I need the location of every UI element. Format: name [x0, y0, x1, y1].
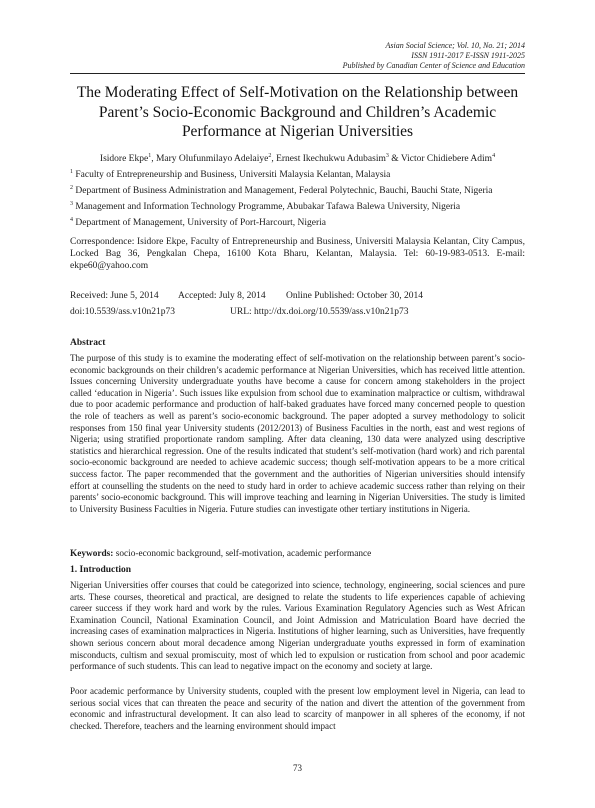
- author-affil-marker: 4: [492, 152, 496, 159]
- author-list: Isidore Ekpe$^1$, Mary Olufunmilayo Adelaiye$^2$, Ernest Ikechukwu Adubasim$^3$ & Victor Chidiebere Adim$^4$: [99, 152, 496, 164]
- received-date: Received: June 5, 2014: [70, 291, 159, 301]
- journal-issn: ISSN 1911-2017 E-ISSN 1911-2025: [411, 51, 525, 60]
- abstract-heading: Abstract: [70, 338, 106, 348]
- author-name: Isidore Ekpe: [99, 154, 149, 164]
- doi-url: URL: http://dx.doi.org/10.5539/ass.v10n21p73: [230, 307, 409, 317]
- journal-citation: Asian Social Science; Vol. 10, No. 21; 2014: [385, 41, 525, 50]
- published-date: Online Published: October 30, 2014: [286, 291, 423, 301]
- dates-row: [70, 290, 423, 302]
- author-name: Mary Olufunmilayo Adelaiye: [155, 154, 269, 164]
- abstract-text: The purpose of this study is to examine the moderating effect of self-motivation on the relationship between parent’s socio-economic backgrounds on their children’s academic performance at Nigerian Universities, which has received little attention. Issues concerning University undergraduate youths have become a cause for concern among stakeholders in the project called ‘education in Nigeria’. Such issues like expulsion from school due to examination malpractice or cultism, withdrawal due to poor academic performance and production of half-baked graduates have forced many concerned people to question the role of teachers as well as parent’s socio-economic background. The paper adopted a survey methodology to solicit responses from 150 final year University students (2012/2013) of Business Faculties in the north, east and west regions of Nigeria; using stratified proportionate random sampling. After data cleaning, 130 data were analyzed using descriptive statistics and hierarchical regression. One of the results indicated that student’s self-motivation (hard work) and rich parental socio-economic background are needed to achieve academic success; though self-motivation appears to be a more critical success factor. The paper recommended that the government and the authorities of Nigerian universities should intensify effort at counselling the students on the need to study hard in order to achieve academic success rather than relying on their parents’ socio-economic background. This will improve teaching and learning in Nigerian Universities. The study is limited to University Business Faculties in Nigeria. Future studies can investigate other tertiary institutions in Nigeria.: [70, 353, 525, 514]
- author-affil-marker: 3: [385, 152, 389, 159]
- accepted-date: Accepted: July 8, 2014: [178, 291, 266, 301]
- page-number: 73: [293, 763, 302, 773]
- paper-title: The Moderating Effect of Self-Motivation on the Relationship between Parent’s Socio-Economic Background and Children’s Academic Performance at Nigerian Universities: [76, 84, 519, 140]
- identifiers-row: [70, 306, 408, 318]
- affiliation: $^3$ Management and Information Technology Programme, Abubakar Tafawa Balewa University, Nigeria: [70, 200, 461, 212]
- affiliation: $^2$ Department of Business Administration and Management, Federal Polytechnic, Bauchi, Bauchi State, Nigeria: [70, 184, 493, 196]
- author-name: Ernest Ikechukwu Adubasim: [276, 154, 386, 164]
- section-heading-introduction: 1. Introduction: [70, 565, 132, 575]
- intro-paragraph-1: Nigerian Universities offer courses that could be categorized into science, technology, engineering, social sciences and pure arts. These courses, theoretical and practical, are designed to relate the students to life experiences capable of achieving career success if they work hard and work by the rules. Various Examination Regulatory Agencies such as West African Examination Council, National Examination Council, and Joint Admission and Matriculation Board have decried the increasing cases of examination malpractices in Nigeria. Institutions of higher learning, such as Universities, have frequently shown serious concern about moral decadence among Nigerian undergraduate youths expressed in form of examination misconducts, cultism and sexual promiscuity, most of which led to expulsion or rustication from school and poor academic performance of such students. This can lead to negative impact on the economy and society at large.: [70, 580, 525, 672]
- intro-paragraph-2: Poor academic performance by University students, coupled with the present low employment level in Nigeria, can lead to serious social vices that can threaten the peace and security of the nation and divert the attention of the government from economic and infrastructural development. It can also lead to scarcity of manpower in all spheres of the economy, if not checked. Therefore, teachers and the learning environment should impact: [70, 686, 525, 731]
- journal-publisher: Published by Canadian Center of Science and Education: [342, 61, 525, 70]
- author-name: Victor Chidiebere Adim: [400, 154, 493, 164]
- affiliation: $^1$ Faculty of Entrepreneurship and Business, Universiti Malaysia Kelantan, Malaysia: [70, 168, 391, 180]
- author-affil-marker: 2: [268, 152, 272, 159]
- journal-header: [343, 41, 525, 71]
- keywords: [70, 548, 525, 560]
- keywords-text: socio-economic background, self-motivation, academic performance: [115, 549, 372, 559]
- author-affil-marker: 1: [148, 152, 152, 159]
- affiliation: $^4$ Department of Management, University of Port-Harcourt, Nigeria: [70, 216, 326, 228]
- correspondence: Correspondence: Isidore Ekpe, Faculty of Entrepreneurship and Business, Universiti Malaysia Kelantan, City Campus, Locked Bag 36, Pengkalan Chepa, 16100 Kota Bharu, Kelantan, Malaysia. Tel: 60-19-983-0513. E-mail: ekpe60@yahoo.com: [70, 237, 525, 271]
- header-rule: [70, 73, 525, 74]
- keywords-label: Keywords:: [70, 549, 114, 559]
- doi: doi:10.5539/ass.v10n21p73: [70, 307, 176, 317]
